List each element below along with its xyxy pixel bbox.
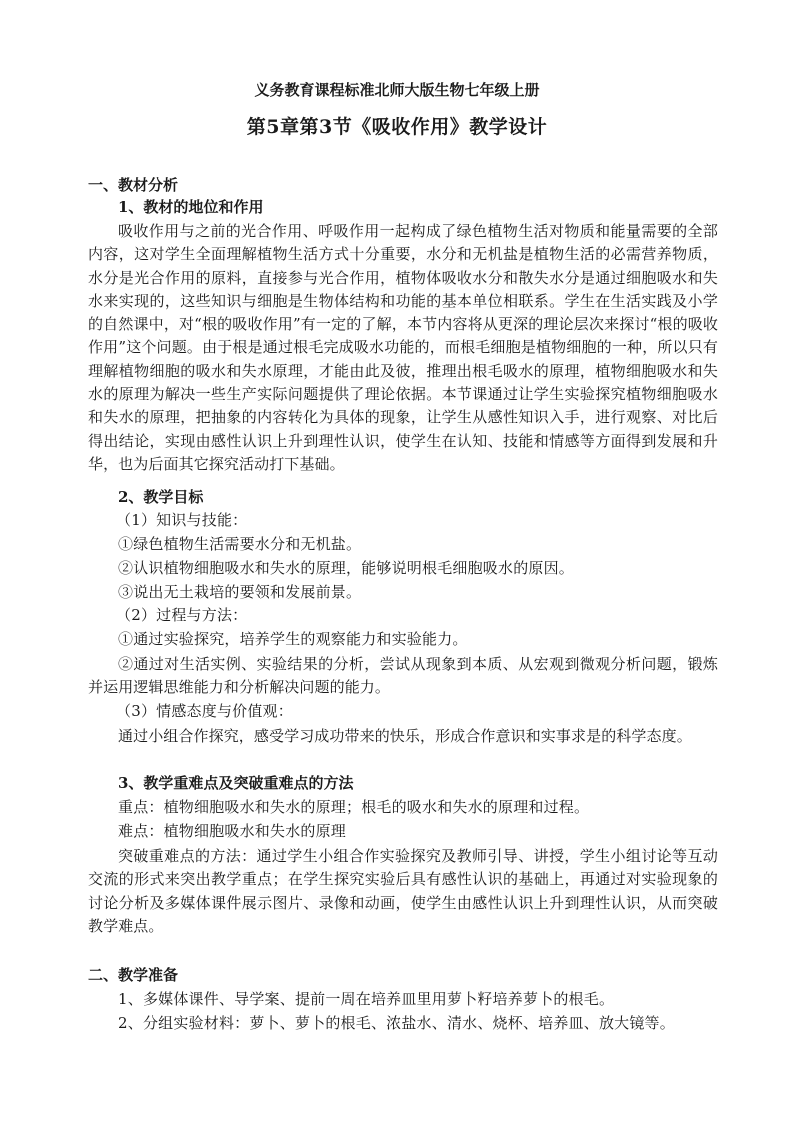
document-title: 第5章第3节《吸收作用》教学设计 xyxy=(246,116,548,138)
preparation-item-1: 1、多媒体课件、导学案、提前一周在培养皿里用萝卜籽培养萝卜的根毛。 xyxy=(118,990,615,1008)
goal-attitude-item-1: 通过小组合作探究，感受学习成功带来的快乐，形成合作意识和实事求是的科学态度。 xyxy=(118,727,692,745)
goal-process-item-2: ②通过对生活实例、实验结果的分析，尝试从现象到本质、从宏观到微观分析问题，锻炼并运用逻辑思维能力和分析解决问题的能力。 xyxy=(88,655,718,697)
subsection-heading-position-role: 1、教材的地位和作用 xyxy=(118,198,264,216)
goal-knowledge-item-1: ①绿色植物生活需要水分和无机盐。 xyxy=(118,535,362,553)
goal-knowledge-item-3: ③说出无土栽培的要领和发展前景。 xyxy=(118,583,362,601)
goal-process-item-1: ①通过实验探究，培养学生的观察能力和实验能力。 xyxy=(118,630,468,648)
difficult-points-text: 难点：植物细胞吸水和失水的原理 xyxy=(118,822,347,840)
subsection-heading-key-difficult-points: 3、教学重难点及突破重难点的方法 xyxy=(118,774,354,792)
goal-label-process-method: （2）过程与方法： xyxy=(116,606,248,624)
breakthrough-method-paragraph: 突破重难点的方法：通过学生小组合作实验探究及教师引导、讲授，学生小组讨论等互动交流的形式来突出教学重点；在学生探究实验后具有感性认识的基础上，再通过对实验现象的讨论分析及多媒体课件展示图片、录像和动画，使学生由感性认识上升到理性认识，从而突破教学难点。 xyxy=(88,847,718,935)
goal-knowledge-item-2: ②认识植物细胞吸水和失水的原理，能够说明根毛细胞吸水的原因。 xyxy=(118,559,575,577)
preparation-item-2: 2、分组实验材料：萝卜、萝卜的根毛、浓盐水、清水、烧杯、培养皿、放大镜等。 xyxy=(118,1014,675,1032)
goal-label-attitude-values: （3）情感态度与价值观： xyxy=(116,702,293,720)
section-heading-material-analysis: 一、教材分析 xyxy=(88,176,179,194)
subsection-heading-teaching-goals: 2、教学目标 xyxy=(118,488,204,506)
document-subtitle: 义务教育课程标准北师大版生物七年级上册 xyxy=(254,81,540,99)
paragraph-position-role: 吸收作用与之前的光合作用、呼吸作用一起构成了绿色植物生活对物质和能量需要的全部内容，这对学生全面理解植物生活方式十分重要，水分和无机盐是植物生活的必需营养物质，水分是光合作用的原料，直接参与光合作用，植物体吸收水分和散失水分是通过细胞吸水和失水来实现的，这些知识与细胞是生物体结构和功能的基本单位相联系。学生在生活实践及小学的自然课中，对“根的吸收作用”有一定的了解，本节内容将从更深的理论层次来探讨“根的吸收作用”这个问题。由于根是通过根毛完成吸水功能的，而根毛细胞是植物细胞的一种，所以只有理解植物细胞的吸水和失水原理，才能由此及彼，推理出根毛吸水的原理，植物细胞吸水和失水的原理为解决一些生产实际问题提供了理论依据。本节课通过让学生实验探究植物细胞吸水和失水的原理，把抽象的内容转化为具体的现象，让学生从感性知识入手，进行观察、对比后得出结论，实现由感性认识上升到理性认识，使学生在认知、技能和情感等方面得到发展和升华，也为后面其它探究活动打下基础。 xyxy=(88,222,718,473)
key-points-text: 重点：植物细胞吸水和失水的原理；根毛的吸水和失水的原理和过程。 xyxy=(118,798,590,816)
goal-label-knowledge-skills: （1）知识与技能： xyxy=(116,511,248,529)
section-heading-teaching-preparation: 二、教学准备 xyxy=(88,966,179,984)
